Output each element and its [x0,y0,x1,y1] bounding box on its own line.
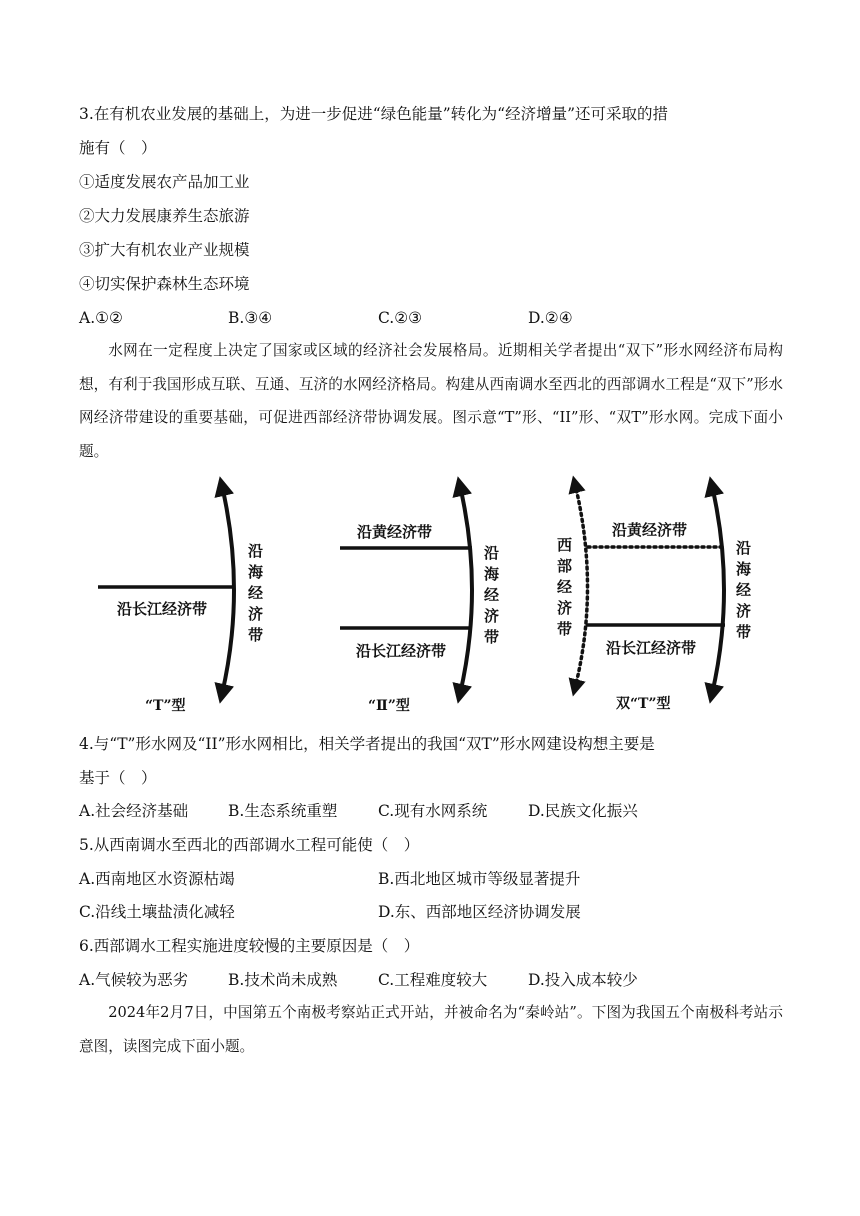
double-t-yellow-label: 沿黄经济带 [612,521,688,539]
q3-stem-line1: 3.在有机农业发展的基础上，为进一步促进“绿色能量”转化为“经济增量”还可采取的措 [79,105,668,123]
q6-option-a: A.气候较为恶劣 [79,971,189,989]
t-caption: “T”型 [145,698,186,714]
q6-option-b: B.技术尚未成熟 [228,971,338,989]
double-t-coastal-char-5: 带 [736,623,752,641]
ii-coastal-char-2: 海 [484,565,500,583]
q6-option-c: C.工程难度较大 [378,971,488,989]
q3-option-b: B.③④ [228,309,273,327]
t-yangtze-label: 沿长江经济带 [117,600,208,618]
passage-water-network: 水网在一定程度上决定了国家或区域的经济社会发展格局。近期相关学者提出“双下”形水网经济布局构想，有利于我国形成互联、互通、互济的水网经济格局。构建从西南调水至西北的西部调水工程是“双下”形水网经济带建设的重要基础，可促进西部经济带协调发展。图示意“T”形、“II”形、“双T”形水网。完成下面小题。 [79,342,783,460]
q4-option-a: A.社会经济基础 [79,802,189,820]
q3-item-1: ①适度发展农产品加工业 [79,173,250,191]
q3-item-4: ④切实保护森林生态环境 [79,275,250,293]
q5-option-c: C.沿线土壤盐渍化减轻 [79,903,235,921]
ii-coastal-char-3: 经 [484,586,500,604]
double-t-yangtze-label: 沿长江经济带 [606,639,697,657]
double-t-western-char-3: 经 [557,578,573,596]
ii-type-diagram [340,486,500,714]
double-t-coastal-char-4: 济 [736,602,752,620]
q4-stem-line2: 基于（ ） [79,769,157,787]
ii-caption: “Ⅱ”型 [368,698,410,714]
double-t-coastal-char-3: 经 [736,581,752,599]
double-t-western-char-1: 西 [557,536,573,554]
q4-stem-line1: 4.与“T”形水网及“II”形水网相比，相关学者提出的我国“双T”形水网建设构想主要是 [79,735,655,753]
t-coastal-char-5: 带 [248,626,264,644]
q3-option-c: C.②③ [378,309,423,327]
double-t-coastal-arrow [712,486,724,694]
t-coastal-char-4: 济 [248,605,264,623]
double-t-coastal-char-1: 沿 [736,539,752,557]
q6-stem: 6.西部调水工程实施进度较慢的主要原因是（ ） [79,937,420,955]
ii-coastal-char-5: 带 [484,628,500,646]
ii-yellow-label: 沿黄经济带 [357,523,433,541]
q3-option-a: A.①② [79,309,123,327]
q5-option-a: A.西南地区水资源枯竭 [79,870,235,888]
t-coastal-arrow [222,486,234,694]
q3-item-3: ③扩大有机农业产业规模 [79,241,250,259]
passage-antarctic-stations: 2024年2月7日，中国第五个南极考察站正式开站，并被命名为“秦岭站”。下图为我国五个南极科考站示意图，读图完成下面小题。 [79,1004,783,1055]
t-coastal-char-2: 海 [248,563,264,581]
q3-stem-line2: 施有（ ） [79,139,157,157]
double-t-western-char-2: 部 [557,557,573,575]
t-type-diagram [98,486,264,714]
ii-coastal-arrow [460,486,472,694]
q5-stem: 5.从西南调水至西北的西部调水工程可能使（ ） [79,836,420,854]
double-t-western-char-4: 济 [557,599,573,617]
q6-option-d: D.投入成本较少 [528,971,638,989]
ii-coastal-char-4: 济 [484,607,500,625]
q5-option-b: B.西北地区城市等级显著提升 [378,870,581,888]
q3-option-d: D.②④ [528,309,573,327]
q4-option-b: B.生态系统重塑 [228,802,338,820]
double-t-western-arrow [575,484,588,688]
q3-item-2: ②大力发展康养生态旅游 [79,207,250,225]
double-t-coastal-char-2: 海 [736,560,752,578]
double-t-caption: 双“T”型 [616,696,671,712]
t-coastal-char-1: 沿 [248,542,264,560]
q5-option-d: D.东、西部地区经济协调发展 [378,903,581,921]
double-t-western-char-5: 带 [557,620,573,638]
double-t-type-diagram [557,484,752,712]
t-coastal-char-3: 经 [248,584,264,602]
q4-option-d: D.民族文化振兴 [528,802,638,820]
ii-yangtze-label: 沿长江经济带 [356,642,447,660]
q4-option-c: C.现有水网系统 [378,802,488,820]
ii-coastal-char-1: 沿 [484,544,500,562]
